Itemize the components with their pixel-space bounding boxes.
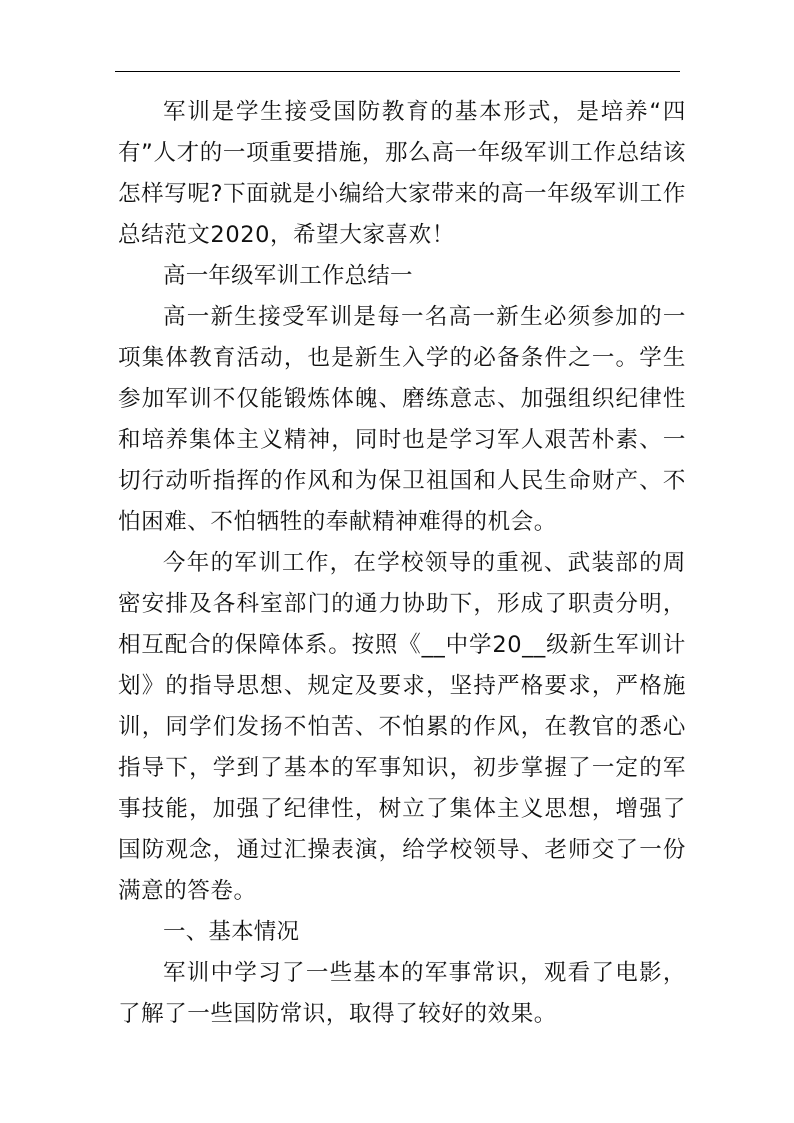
subsection-heading: 一、基本情况	[163, 919, 300, 945]
body-paragraph-2: 今年的军训工作，在学校领导的重视、武装部的周密安排及各科室部门的通力协助下，形成了职责分明，相互配合的保障体系。按照《__中学20__级新生军训计划》的指导思想、规定及要求，坚持严格要求，严格施训，同学们发扬不怕苦、不怕累的作风，在教官的悉心指导下，学到了基本的军事知识，初步掌握了一定的军事技能，加强了纪律性，树立了集体主义思想，增强了国防观念，通过汇操表演，给学校领导、老师交了一份满意的答卷。	[118, 550, 686, 904]
header-rule	[115, 71, 680, 72]
section-title: 高一年级军训工作总结一	[163, 263, 413, 289]
body-paragraph-1: 高一新生接受军训是每一名高一新生必须参加的一项集体教育活动，也是新生入学的必备条件之一。学生参加军训不仅能锻炼体魄、磨练意志、加强组织纪律性和培养集体主义精神，同时也是学习军人艰苦朴素、一切行动听指挥的作风和为保卫祖国和人民生命财产、不怕困难、不怕牺牲的奉献精神难得的机会。	[118, 304, 686, 535]
intro-paragraph: 军训是学生接受国防教育的基本形式，是培养“四有”人才的一项重要措施，那么高一年级军训工作总结该怎样写呢?下面就是小编给大家带来的高一年级军训工作总结范文2020，希望大家喜欢！	[118, 99, 686, 248]
body-paragraph-3: 军训中学习了一些基本的军事常识，观看了电影，了解了一些国防常识，取得了较好的效果。	[118, 960, 686, 1027]
document-body	[118, 92, 686, 1035]
